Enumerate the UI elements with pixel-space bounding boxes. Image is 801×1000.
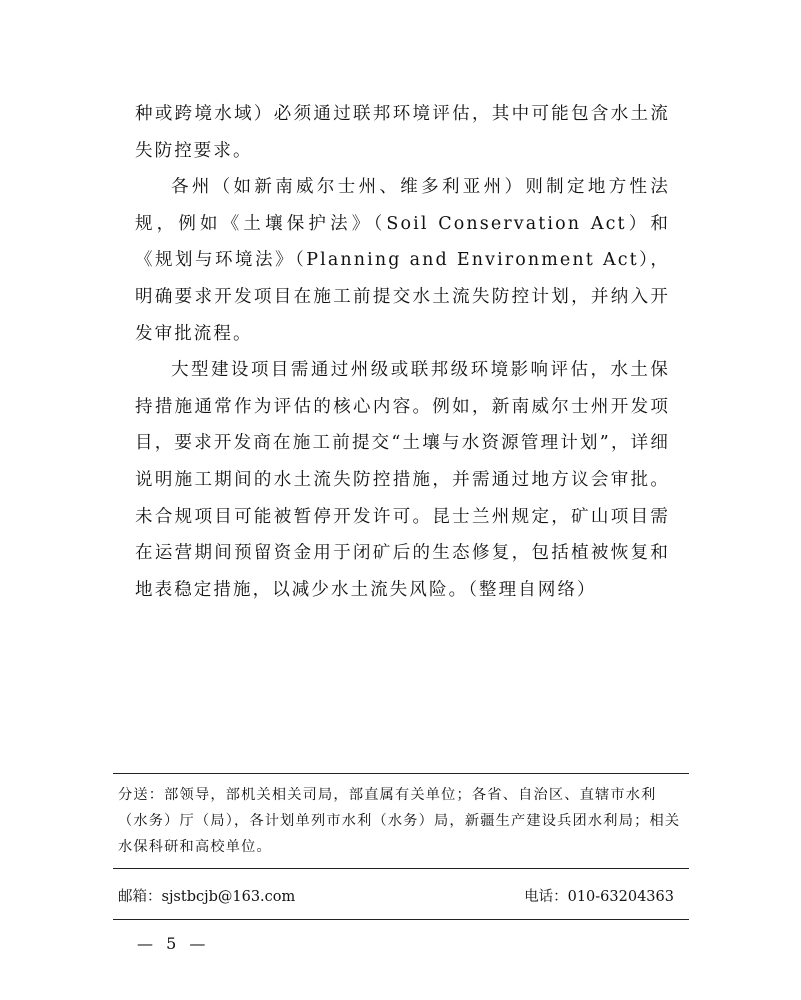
page-number: — 5 —: [137, 934, 210, 953]
paragraph-2: 各州（如新南威尔士州、维多利亚州）则制定地方性法规，例如《土壤保护法》（Soil Conservation Act）和《规划与环境法》（Planning and Environment Act），明确要求开发项目在施工前提交水土流失防控计划，并纳入开发审批流程。: [135, 177, 670, 344]
footer-middle-rule: [113, 868, 689, 869]
footer-bottom-rule: [113, 919, 689, 920]
paragraph-1: 种或跨境水域）必须通过联邦环境评估，其中可能包含水土流失防控要求。: [135, 104, 670, 161]
phone-text: 电话：010-63204363: [524, 888, 674, 905]
article-body: [135, 96, 670, 608]
distribution-text: 分送：部领导，部机关相关司局，部直属有关单位；各省、自治区、直辖市水利（水务）厅（局），各计划单列市水利（水务）局，新疆生产建设兵团水利局；相关水保科研和高校单位。: [118, 787, 681, 855]
distribution-list: [118, 783, 684, 860]
contact-line: [118, 883, 674, 907]
paragraph-3: 大型建设项目需通过州级或联邦级环境影响评估，水土保持措施通常作为评估的核心内容。例如，新南威尔士州开发项目，要求开发商在施工前提交“土壤与水资源管理计划”，详细说明施工期间的水土流失防控措施，并需通过地方议会审批。未合规项目可能被暂停开发许可。昆士兰州规定，矿山项目需在运营期间预留资金用于闭矿后的生态修复，包括植被恢复和地表稳定措施，以减少水土流失风险。（整理自网络）: [135, 360, 670, 600]
footer-top-rule: [113, 773, 689, 774]
email-text: 邮箱：sjstbcjb@163.com: [118, 888, 296, 905]
